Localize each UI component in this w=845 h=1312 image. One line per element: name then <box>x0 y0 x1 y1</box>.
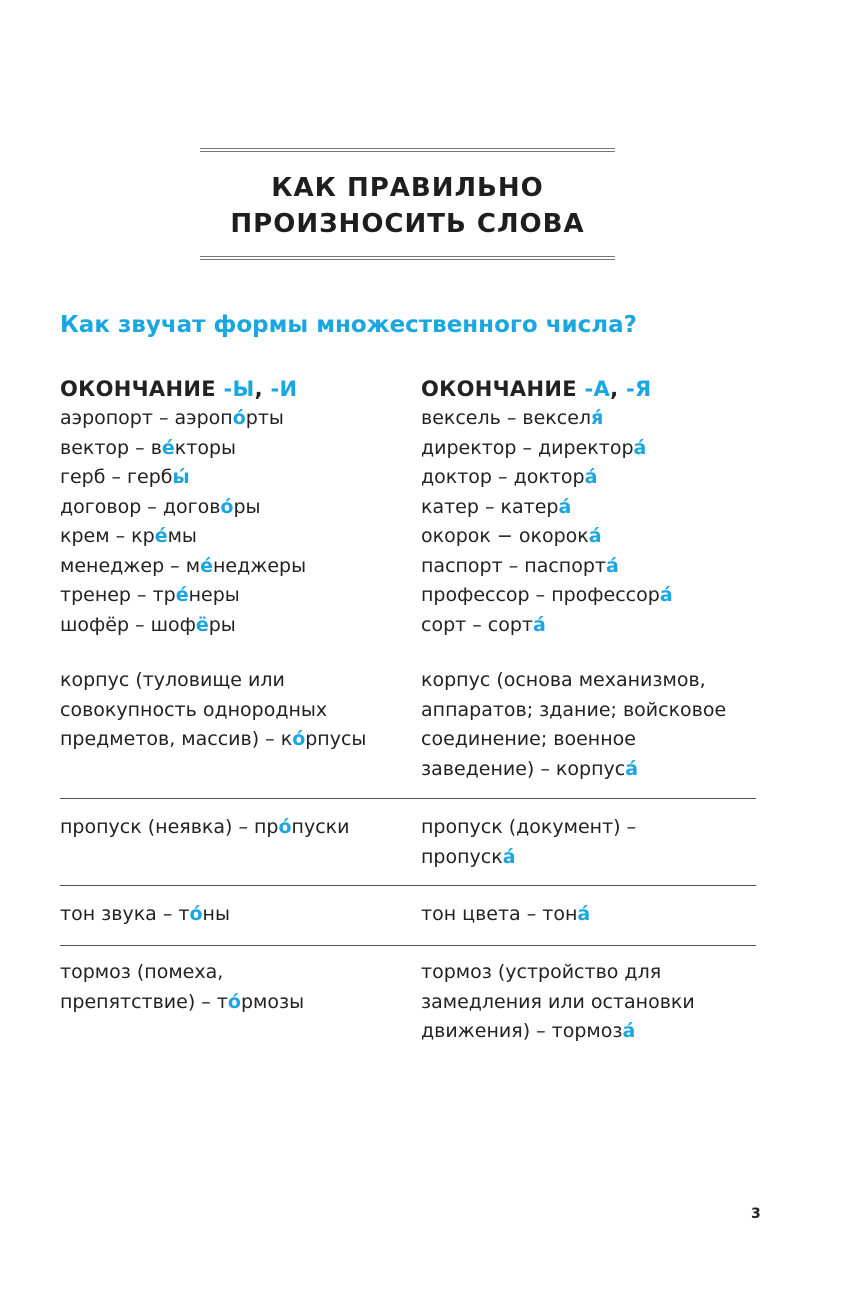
word-text: пуски <box>291 816 350 838</box>
word-pair <box>421 900 761 930</box>
word-text: препятствие) – т <box>60 990 228 1013</box>
stressed-vowel: а́ <box>622 1020 636 1042</box>
stressed-vowel: е́ <box>154 525 168 547</box>
word-text: кторы <box>174 436 237 459</box>
stressed-vowel: е́ <box>175 584 189 606</box>
word-text: заведение) – корпус <box>421 757 626 780</box>
word-text: окорок − окорок <box>421 525 589 547</box>
word-text: ры <box>233 495 261 518</box>
word-pair <box>60 493 410 523</box>
pair-tormoz-left <box>60 958 410 1017</box>
word-pair <box>421 843 761 873</box>
divider-line <box>60 798 756 799</box>
stressed-vowel: а́ <box>588 525 602 547</box>
word-text: движения) – тормоз <box>421 1020 623 1042</box>
word-text: паспорт – паспорт <box>421 554 606 577</box>
stressed-vowel: а́ <box>532 613 546 636</box>
stressed-vowel: а́ <box>633 436 647 459</box>
left-column-heading <box>60 374 410 404</box>
definition-line: соединение; военное <box>421 728 636 750</box>
definition-line: корпус (основа механизмов, <box>421 669 706 691</box>
pair-propusk-left <box>60 813 410 843</box>
word-pair <box>60 611 410 641</box>
stressed-vowel: о́ <box>189 903 203 925</box>
left-word-list <box>60 404 410 640</box>
page-title-line1: КАК ПРАВИЛЬНО <box>271 173 544 203</box>
stressed-vowel: о́ <box>278 816 292 838</box>
word-pair <box>60 522 410 552</box>
right-word-list <box>421 404 761 640</box>
stressed-vowel: е́ <box>161 436 175 459</box>
pair-propusk-right <box>421 813 761 872</box>
word-text: аэропорт – аэроп <box>60 407 233 429</box>
word-pair <box>60 725 410 755</box>
word-text: директор – директор <box>421 436 634 459</box>
word-text: неджеры <box>212 554 307 577</box>
stressed-vowel: а́ <box>659 584 673 606</box>
word-pair <box>421 404 761 434</box>
word-pair <box>421 463 761 493</box>
word-text: ны <box>202 903 230 925</box>
word-text: пропуск (неявка) – пр <box>60 816 279 838</box>
right-column-list <box>421 374 761 640</box>
word-pair <box>60 813 410 843</box>
pair-korpus-right <box>421 666 761 784</box>
word-text: предметов, массив) – к <box>60 728 293 750</box>
word-text: профессор – профессор <box>421 584 660 606</box>
definition-line: тормоз (устройство для <box>421 961 662 983</box>
title-block <box>200 148 615 260</box>
word-text: тренер – тр <box>60 584 176 606</box>
word-pair <box>421 611 761 641</box>
word-text: мы <box>167 525 197 547</box>
stressed-vowel: ё <box>195 613 209 636</box>
word-pair <box>60 404 410 434</box>
stressed-vowel: я́ <box>591 407 604 429</box>
heading-word: ОКОНЧАНИЕ <box>421 377 577 401</box>
pair-korpus-left <box>60 666 410 755</box>
stressed-vowel: о́ <box>292 728 306 750</box>
word-text: ры <box>208 613 236 636</box>
heading-ending-2: -И <box>270 377 298 401</box>
word-pair <box>421 522 761 552</box>
word-pair <box>60 581 410 611</box>
divider-line <box>60 945 756 946</box>
definition-line: корпус (туловище или <box>60 669 285 691</box>
word-text: вексель – вексел <box>421 407 592 429</box>
heading-ending-2: -Я <box>625 377 652 401</box>
pair-tormoz-right <box>421 958 761 1047</box>
heading-ending-1: -Ы <box>223 377 255 401</box>
title-top-rule <box>200 148 615 152</box>
word-pair <box>421 552 761 582</box>
word-pair <box>60 900 410 930</box>
word-pair <box>60 988 410 1018</box>
word-text: герб – герб <box>60 466 173 488</box>
word-text: доктор – доктор <box>421 466 585 488</box>
word-text: тон звука – т <box>60 903 190 925</box>
word-text: пропуск <box>421 845 503 868</box>
word-text: крем – кр <box>60 525 155 547</box>
right-column-heading <box>421 374 761 404</box>
stressed-vowel: а́ <box>605 554 619 577</box>
word-text: неры <box>188 584 240 606</box>
left-column-list <box>60 374 410 640</box>
stressed-vowel: а́ <box>577 903 591 925</box>
word-text: договор – догов <box>60 495 221 518</box>
word-pair <box>421 755 761 785</box>
heading-separator: , <box>254 377 271 401</box>
word-pair <box>60 463 410 493</box>
word-text: вектор – в <box>60 436 162 459</box>
heading-separator: , <box>610 377 626 401</box>
stressed-vowel: е́ <box>200 554 213 577</box>
word-pair <box>60 552 410 582</box>
page-title-line2: ПРОИЗНОСИТЬ СЛОВА <box>230 209 585 239</box>
stressed-vowel: а́ <box>558 495 572 518</box>
word-text: рпусы <box>305 728 367 750</box>
heading-ending-1: -А <box>584 377 611 401</box>
word-pair <box>421 434 761 464</box>
section-subtitle: Как звучат формы множественного числа? <box>60 312 637 338</box>
word-text: катер – катер <box>421 495 559 518</box>
title-bottom-rule <box>200 256 615 260</box>
stressed-vowel: ы́ <box>172 466 190 488</box>
pair-ton-right <box>421 900 761 930</box>
word-pair <box>60 434 410 464</box>
divider-line <box>60 885 756 886</box>
stressed-vowel: а́ <box>625 757 639 780</box>
word-text: рмозы <box>240 990 305 1013</box>
word-text: шофёр – шоф <box>60 613 196 636</box>
definition-line: аппаратов; здание; войсковое <box>421 698 727 721</box>
word-text: сорт – сорт <box>421 613 533 636</box>
stressed-vowel: о́ <box>220 495 234 518</box>
pair-ton-left <box>60 900 410 930</box>
definition-line: тормоз (помеха, <box>60 961 224 983</box>
stressed-vowel: а́ <box>584 466 598 488</box>
heading-word: ОКОНЧАНИЕ <box>60 377 216 401</box>
stressed-vowel: а́ <box>502 845 516 868</box>
stressed-vowel: о́ <box>232 407 246 429</box>
word-pair <box>421 493 761 523</box>
definition-line: совокупность однородных <box>60 698 328 721</box>
definition-line: замедления или остановки <box>421 990 695 1013</box>
definition-line: пропуск (документ) – <box>421 816 637 838</box>
word-pair <box>421 1017 761 1047</box>
page-number: 3 <box>751 1206 761 1222</box>
stressed-vowel: о́ <box>227 990 241 1013</box>
word-text: менеджер – м <box>60 554 201 577</box>
word-text: рты <box>245 407 284 429</box>
word-text: тон цвета – тон <box>421 903 578 925</box>
word-pair <box>421 581 761 611</box>
